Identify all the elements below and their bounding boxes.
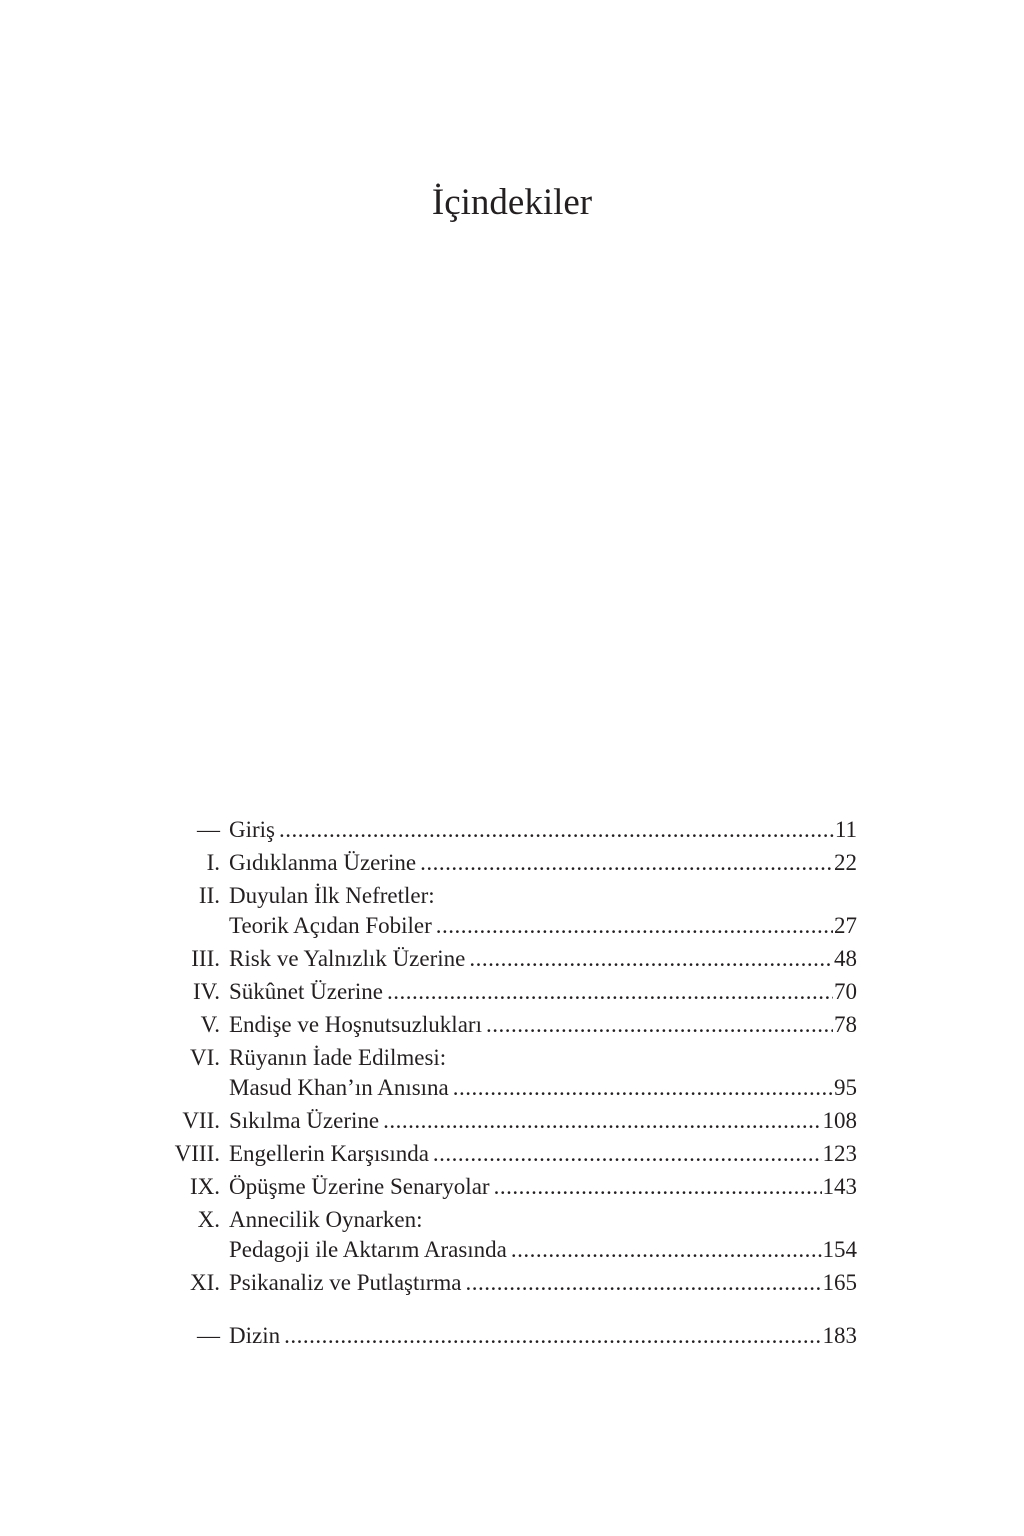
chapter-title: Dizin [229,1323,281,1348]
chapter-numeral: V. [200,1012,220,1037]
chapter-title: Psikanaliz ve Putlaştırma [229,1270,462,1295]
dot-leader [453,1073,833,1103]
chapter-numeral: IV. [192,979,220,1004]
chapter-numeral: III. [191,946,220,971]
chapter-numeral: VI. [189,1045,220,1070]
dot-leader [279,815,834,845]
table-of-contents [150,815,857,1354]
chapter-title: Duyulan İlk Nefretler: [229,883,435,908]
chapter-title: Annecilik Oynarken: [229,1207,423,1232]
chapter-title: Masud Khan’ın Anısına [229,1075,449,1100]
toc-line [150,1205,857,1235]
toc-line [150,881,857,911]
toc-entry [150,1010,857,1040]
chapter-numeral: I. [206,850,220,875]
chapter-numeral: — [197,817,220,842]
page-number: 123 [822,1141,857,1166]
toc-line [150,1073,857,1103]
chapter-title: Öpüşme Üzerine Senaryolar [229,1174,490,1199]
page-number: 78 [834,1012,857,1037]
toc-entry [150,1268,857,1298]
toc-entry [150,1043,857,1103]
page-number: 48 [834,946,857,971]
toc-entry [150,944,857,974]
toc-line [150,1172,857,1202]
chapter-title: Sükûnet Üzerine [229,979,383,1004]
chapter-title: Teorik Açıdan Fobiler [229,913,432,938]
page-number: 27 [834,913,857,938]
chapter-numeral: VII. [182,1108,220,1133]
toc-line [150,1268,857,1298]
toc-entry [150,1172,857,1202]
chapter-title: Giriş [229,817,275,842]
dot-leader [469,944,833,974]
page-number: 143 [822,1174,857,1199]
toc-entry [150,977,857,1007]
chapter-title: Pedagoji ile Aktarım Arasında [229,1237,507,1262]
dot-leader [433,1139,822,1169]
page-number: 165 [822,1270,857,1295]
toc-line [150,1043,857,1073]
toc-line [150,815,857,845]
toc-line [150,1139,857,1169]
dot-leader [420,848,833,878]
dot-leader [511,1235,822,1265]
chapter-numeral: — [197,1323,220,1348]
toc-entry [150,1139,857,1169]
toc-line [150,848,857,878]
chapter-title: Gıdıklanma Üzerine [229,850,417,875]
chapter-title: Engellerin Karşısında [229,1141,429,1166]
toc-line [150,1321,857,1351]
page-number: 11 [834,817,857,842]
chapter-numeral: XI. [189,1270,220,1295]
dot-leader [383,1106,821,1136]
toc-line [150,911,857,941]
toc-line [150,977,857,1007]
chapter-numeral: II. [198,883,220,908]
page-number: 95 [834,1075,857,1100]
chapter-title: Endişe ve Hoşnutsuzlukları [229,1012,482,1037]
dot-leader [486,1010,833,1040]
toc-entry [150,848,857,878]
chapter-title: Sıkılma Üzerine [229,1108,380,1133]
dot-leader [284,1321,821,1351]
toc-entry [150,1321,857,1351]
chapter-title: Rüyanın İade Edilmesi: [229,1045,447,1070]
toc-line [150,944,857,974]
dot-leader [494,1172,822,1202]
dot-leader [387,977,833,1007]
toc-entry [150,1205,857,1265]
toc-line [150,1010,857,1040]
chapter-numeral: IX. [189,1174,220,1199]
chapter-numeral: X. [197,1207,220,1232]
toc-entry [150,1106,857,1136]
page-number: 108 [822,1108,857,1133]
page-number: 154 [822,1237,857,1262]
toc-entry [150,815,857,845]
dot-leader [436,911,833,941]
page-number: 183 [822,1323,857,1348]
chapter-numeral: VIII. [174,1141,220,1166]
toc-line [150,1106,857,1136]
page-number: 22 [834,850,857,875]
chapter-title: Risk ve Yalnızlık Üzerine [229,946,466,971]
dot-leader [466,1268,822,1298]
page-number: 70 [834,979,857,1004]
toc-line [150,1235,857,1265]
page-title: İçindekiler [431,182,593,223]
toc-entry [150,881,857,941]
